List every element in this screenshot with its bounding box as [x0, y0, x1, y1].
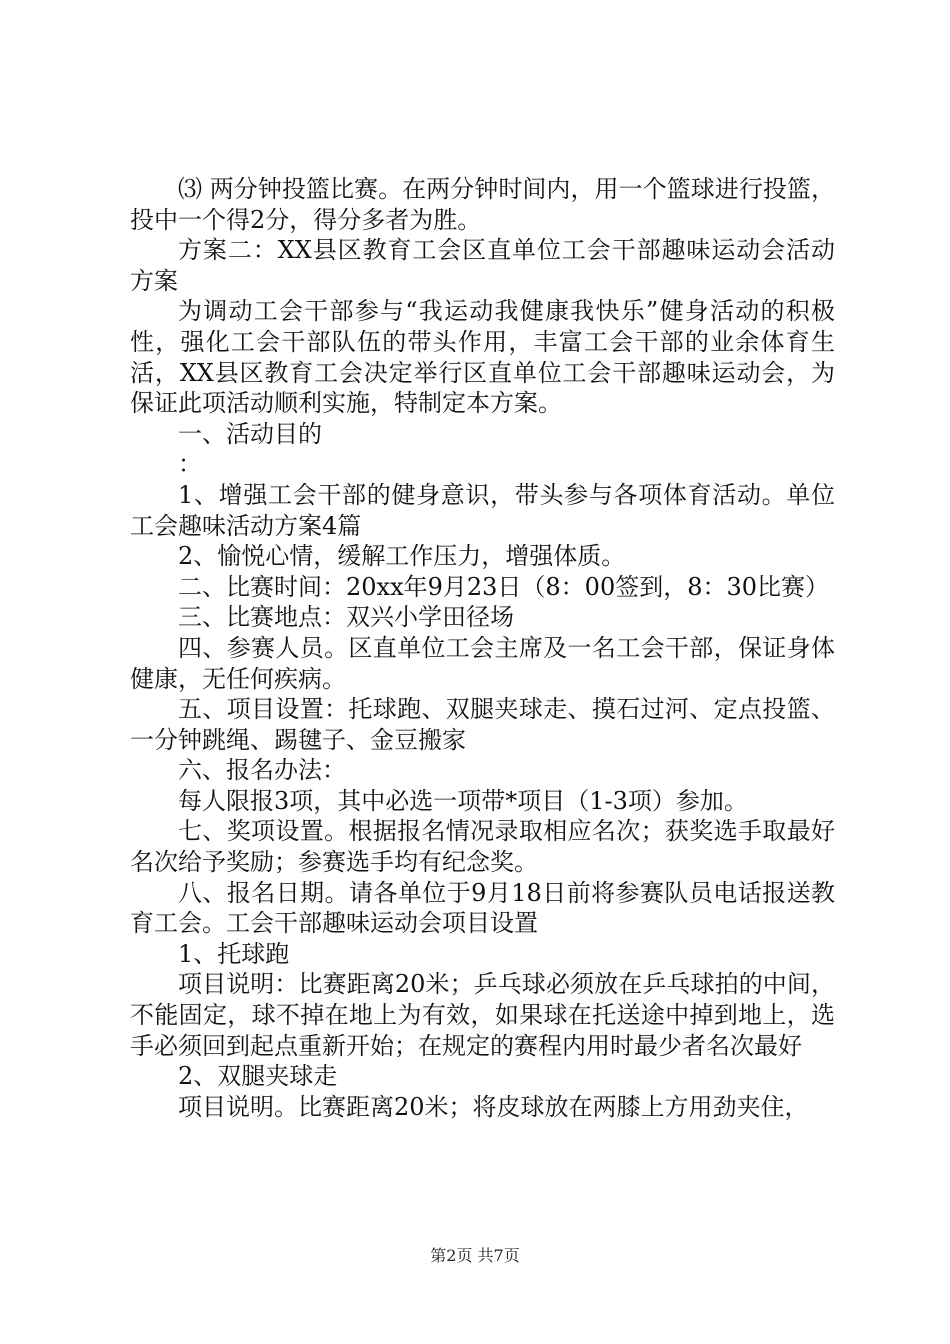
- document-body: [130, 174, 835, 1122]
- paragraph-events: 五、项目设置：托球跑、双腿夹球走、摸石过河、定点投篮、一分钟跳绳、踢毽子、金豆搬家: [130, 695, 835, 754]
- paragraph-registration-date: 八、报名日期。请各单位于9月18日前将参赛队员电话报送教育工会。工会干部趣味运动会项目设置: [130, 878, 835, 938]
- paragraph-awards: 七、奖项设置。根据报名情况录取相应名次；获奖选手取最好名次给予奖励；参赛选手均有纪念奖。: [130, 817, 835, 877]
- heading-ball-run: 1、托球跑: [178, 939, 290, 968]
- paragraph-match-time: 二、比赛时间：20xx年9月23日（8：00签到，8：30比赛）: [178, 572, 830, 601]
- paragraph-plan-two-title: 方案二：XX县区教育工会区直单位工会干部趣味运动会活动方案: [130, 236, 835, 295]
- page-footer: 第2页 共7页: [430, 1246, 520, 1265]
- paragraph-purpose-1: 1、增强工会干部的健身意识，带头参与各项体育活动。单位工会趣味活动方案4篇: [130, 480, 835, 540]
- heading-activity-purpose: 一、活动目的: [178, 419, 322, 448]
- paragraph-leg-ball-walk-rules: 项目说明。比赛距离20米；将皮球放在两膝上方用劲夹住，: [178, 1092, 809, 1121]
- paragraph-colon: ：: [178, 450, 202, 479]
- heading-registration-method: 六、报名办法：: [178, 756, 346, 785]
- paragraph-match-venue: 三、比赛地点：双兴小学田径场: [178, 603, 514, 632]
- paragraph-registration-limit: 每人限报3项，其中必选一项带*项目（1-3项）参加。: [178, 786, 748, 815]
- paragraph-purpose-2: 2、愉悦心情，缓解工作压力，增强体质。: [178, 542, 626, 571]
- paragraph-basketball-rule: ⑶ 两分钟投篮比赛。在两分钟时间内，用一个篮球进行投篮，投中一个得2分，得分多者为胜。: [130, 175, 835, 234]
- heading-leg-ball-walk: 2、双腿夹球走: [178, 1062, 338, 1091]
- paragraph-participants: 四、参赛人员。区直单位工会主席及一名工会干部，保证身体健康，无任何疾病。: [130, 633, 835, 693]
- paragraph-ball-run-rules: 项目说明：比赛距离20米；乒乓球必须放在乒乓球拍的中间，不能固定，球不掉在地上为有效，如果球在托送途中掉到地上，选手必须回到起点重新开始；在规定的赛程内用时最少者名次最好: [130, 970, 835, 1060]
- paragraph-intro: 为调动工会干部参与“我运动我健康我快乐”健身活动的积极性，强化工会干部队伍的带头作用，丰富工会干部的业余体育生活，XX县区教育工会决定举行区直单位工会干部趣味运动会，为保证此项活动顺利实施，特制定本方案。: [130, 297, 835, 418]
